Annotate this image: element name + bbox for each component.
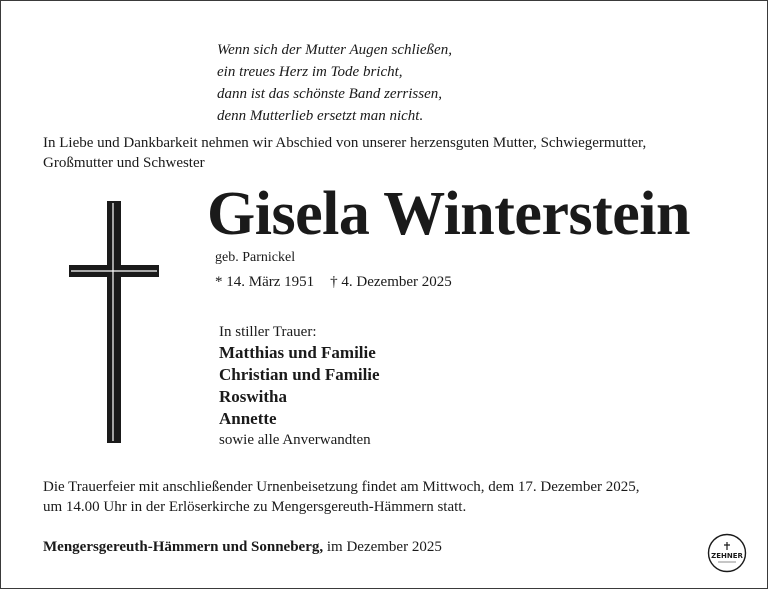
birth-name: geb. Parnickel (215, 250, 296, 265)
poem-line: denn Mutterlieb ersetzt man nicht. (217, 108, 424, 124)
mourner-name: Matthias und Familie (219, 343, 376, 362)
poem (217, 39, 452, 127)
intro-text (43, 133, 743, 173)
other-relatives: sowie alle Anverwandten (219, 432, 371, 448)
closing-place: Mengersgereuth-Hämmern und Sonneberg, (43, 539, 324, 555)
poem-line: ein treues Herz im Tode bricht, (217, 64, 403, 80)
cross-icon (69, 201, 159, 443)
ceremony-line: Die Trauerfeier mit anschließender Urnenbeisetzung findet am Mittwoch, dem 17. Dezember 2025, (43, 479, 640, 495)
birth-date: * 14. März 1951 (215, 274, 315, 290)
death-date: † 4. Dezember 2025 (330, 274, 452, 290)
life-dates (215, 272, 452, 292)
deceased-name: Gisela Winterstein (207, 180, 690, 248)
ceremony-line: um 14.00 Uhr in der Erlöserkirche zu Mengersgereuth-Hämmern statt. (43, 499, 467, 515)
mourners-label: In stiller Trauer: (219, 324, 317, 340)
mourners-block (219, 322, 380, 450)
funeral-home-logo-icon (707, 533, 747, 573)
closing-date: im Dezember 2025 (323, 539, 442, 555)
mourner-name: Annette (219, 409, 277, 428)
ceremony-text (43, 477, 743, 517)
poem-line: Wenn sich der Mutter Augen schließen, (217, 42, 452, 58)
intro-line: In Liebe und Dankbarkeit nehmen wir Abschied von unserer herzensguten Mutter, Schwiegermutter, (43, 135, 647, 151)
intro-line: Großmutter und Schwester (43, 155, 205, 171)
mourner-name: Roswitha (219, 387, 288, 406)
place-and-date (43, 537, 442, 557)
mourner-name: Christian und Familie (219, 365, 380, 384)
logo-text: ZEHNER (711, 552, 743, 560)
poem-line: dann ist das schönste Band zerrissen, (217, 86, 442, 102)
